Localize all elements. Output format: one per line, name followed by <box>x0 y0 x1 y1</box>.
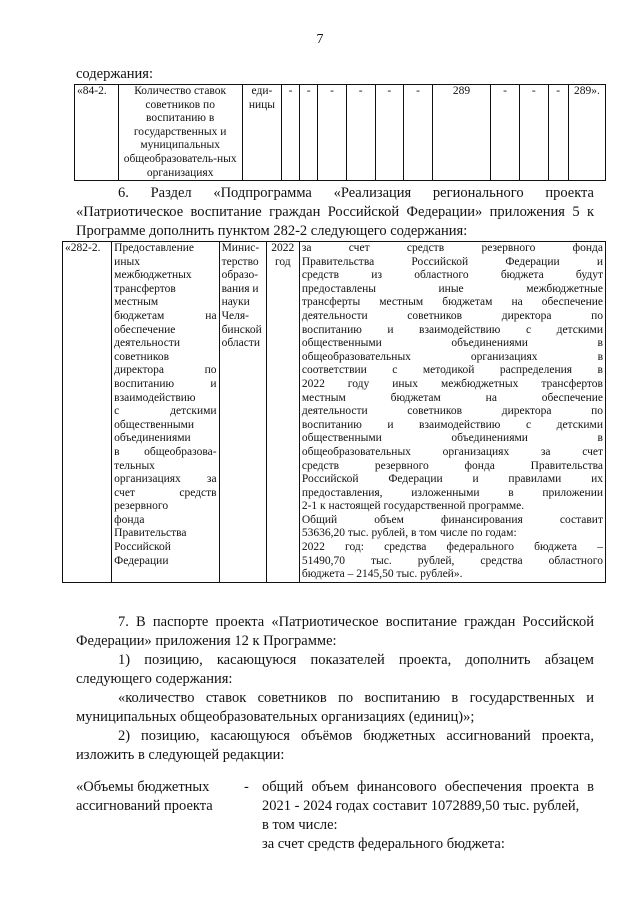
indicator-unit: еди-ницы <box>242 85 281 181</box>
value-cell: - <box>318 85 347 181</box>
text-line: деятельности советников директора по <box>301 309 603 322</box>
year-text <box>269 242 297 269</box>
value-cell: - <box>300 85 318 181</box>
text-line: соответствии с методикой распределения в <box>301 364 603 377</box>
text-line: с детскими <box>114 405 217 418</box>
event-cell <box>112 242 219 583</box>
para7-line2: Федерации» приложения 12 к Программе: <box>76 633 337 649</box>
row-number: «84-2. <box>75 85 119 181</box>
text-line: иных <box>114 255 140 268</box>
item1-line1: 1) позицию, касающуюся показателей проекта, дополнить абзацем <box>118 652 594 668</box>
text-line: межбюджетных <box>114 269 192 282</box>
value-cell: 289 <box>432 85 490 181</box>
budget-text-line4: за счет средств федерального бюджета: <box>262 836 505 852</box>
indicator-table <box>74 84 606 181</box>
text-line: общественными объединениями в <box>301 432 603 445</box>
table-row <box>75 85 606 181</box>
text-line: фонда <box>114 513 145 526</box>
text-line: воспитанию и взаимодействию с детскими <box>301 323 603 336</box>
text-line: Федерации <box>114 554 169 567</box>
text-line: в общеобразова- <box>114 445 217 458</box>
text-line: науки <box>221 296 250 309</box>
value-cell: - <box>519 85 548 181</box>
text-line: образо- <box>221 269 259 282</box>
text-line: местным <box>114 296 159 309</box>
para6-line3: Программе дополнить пунктом 282-2 следующего содержания: <box>76 223 468 239</box>
value-cell: - <box>491 85 520 181</box>
row-number: «282-2. <box>63 242 112 583</box>
para7-line1: 7. В паспорте проекта «Патриотическое воспитание граждан Российской <box>118 614 594 630</box>
text-line: обеспечение <box>114 323 176 336</box>
text-line: трансферты местным бюджетам на обеспечение <box>301 296 603 309</box>
text-line: 2022 <box>271 242 295 254</box>
text-line: Челя- <box>221 309 249 322</box>
text-line: области <box>221 337 261 350</box>
value-cell: - <box>282 85 300 181</box>
budget-label-line1: «Объемы бюджетных <box>76 779 210 795</box>
intro-tail: содержания: <box>76 66 154 82</box>
text-line: местным бюджетам на обеспечение <box>301 391 603 404</box>
budget-text-line2: 2021 - 2024 годах составит 1072889,50 тыс. рублей, <box>262 798 580 814</box>
text-line: Российской <box>114 541 171 554</box>
indicator-name: Количество ставок советников по воспитанию в государственных и муниципальных общеобразователь-ных организациях <box>118 85 242 181</box>
page-number: 7 <box>316 32 324 47</box>
text-line: Минис- <box>221 242 260 254</box>
value-cell: - <box>346 85 375 181</box>
text-line: 2022 год: средства федерального бюджета – <box>301 541 603 554</box>
text-line: бюджета – 2145,50 тыс. рублей». <box>301 568 463 581</box>
text-line: взаимодействию <box>114 391 196 404</box>
activity-table <box>62 241 606 583</box>
text-line: Общий объем финансирования составит <box>301 513 603 526</box>
text-line: предоставлены иные межбюджетные <box>301 282 603 295</box>
text-line: объединениями <box>114 432 191 445</box>
budget-dash: - <box>244 779 249 795</box>
text-line: бюджетам на <box>114 309 217 322</box>
executor-cell <box>219 242 266 583</box>
text-line: Правительства <box>114 527 187 540</box>
quote-line1: «количество ставок советников по воспитанию в государственных и <box>118 690 594 706</box>
value-cell: - <box>548 85 568 181</box>
para6-line2: «Патриотическое воспитание граждан Российской Федерации» приложения 5 к <box>76 204 594 220</box>
value-cell: - <box>404 85 433 181</box>
text-line: деятельности советников директора по <box>301 405 603 418</box>
text-line: средств резервного фонда Правительства <box>301 459 603 472</box>
para6-line1: 6. Раздел «Подпрограмма «Реализация регионального проекта <box>118 185 594 201</box>
text-line: 53636,20 тыс. рублей, в том числе по годам: <box>301 527 517 540</box>
text-line: общественными <box>114 418 195 431</box>
budget-text-line3: в том числе: <box>262 817 338 833</box>
text-line: 2-1 к настоящей государственной программе. <box>301 500 525 513</box>
budget-label-line2: ассигнований проекта <box>76 798 213 814</box>
text-line: общественными объединениями в <box>301 337 603 350</box>
item2-line2: изложить в следующей редакции: <box>76 747 285 763</box>
description-cell <box>299 242 605 583</box>
text-line: терство <box>221 255 259 268</box>
item2-line1: 2) позицию, касающуюся объёмов бюджетных ассигнований проекта, <box>118 728 594 744</box>
text-line: Российской Федерации и правилами их <box>301 473 603 486</box>
value-cell: - <box>375 85 404 181</box>
text-line: 2022 году иных межбюджетных трансфертов <box>301 377 603 390</box>
text-line: средств из областного бюджета будут <box>301 269 603 282</box>
text-line: воспитанию и <box>114 377 217 390</box>
text-line: Предоставление <box>114 242 194 254</box>
executor-text <box>222 242 264 351</box>
table-row <box>63 242 606 583</box>
item1-line2: следующего содержания: <box>76 671 233 687</box>
text-line: вания и <box>221 282 259 295</box>
text-line: год <box>274 255 291 268</box>
text-line: Правительства Российской Федерации и <box>301 255 603 268</box>
text-line: счет средств <box>114 486 217 499</box>
text-line: 51490,70 тыс. рублей, средства областного <box>301 554 603 567</box>
text-line: резервного <box>114 500 169 513</box>
value-cell-total: 289». <box>568 85 605 181</box>
text-line: тельных <box>114 459 155 472</box>
text-line: бинской <box>221 323 262 336</box>
text-line: предоставления, изложенными в приложении <box>301 486 603 499</box>
quote-line2: муниципальных общеобразовательных организациях (единиц)»; <box>76 709 475 725</box>
event-text <box>114 242 216 568</box>
text-line: организациях за <box>114 473 217 486</box>
text-line: советников <box>114 350 170 363</box>
text-line: воспитанию и взаимодействию с детскими <box>301 418 603 431</box>
text-line: за счет средств резервного фонда <box>301 242 603 254</box>
year-cell <box>266 242 299 583</box>
text-line: общеобразовательных организациях в <box>301 350 603 363</box>
text-line: трансфертов <box>114 282 176 295</box>
description-text <box>302 242 603 582</box>
text-line: деятельности <box>114 337 181 350</box>
budget-text-line1: общий объем финансового обеспечения проекта в <box>262 779 594 795</box>
text-line: общеобразовательных организациях за счет <box>301 445 603 458</box>
text-line: директора по <box>114 364 217 377</box>
